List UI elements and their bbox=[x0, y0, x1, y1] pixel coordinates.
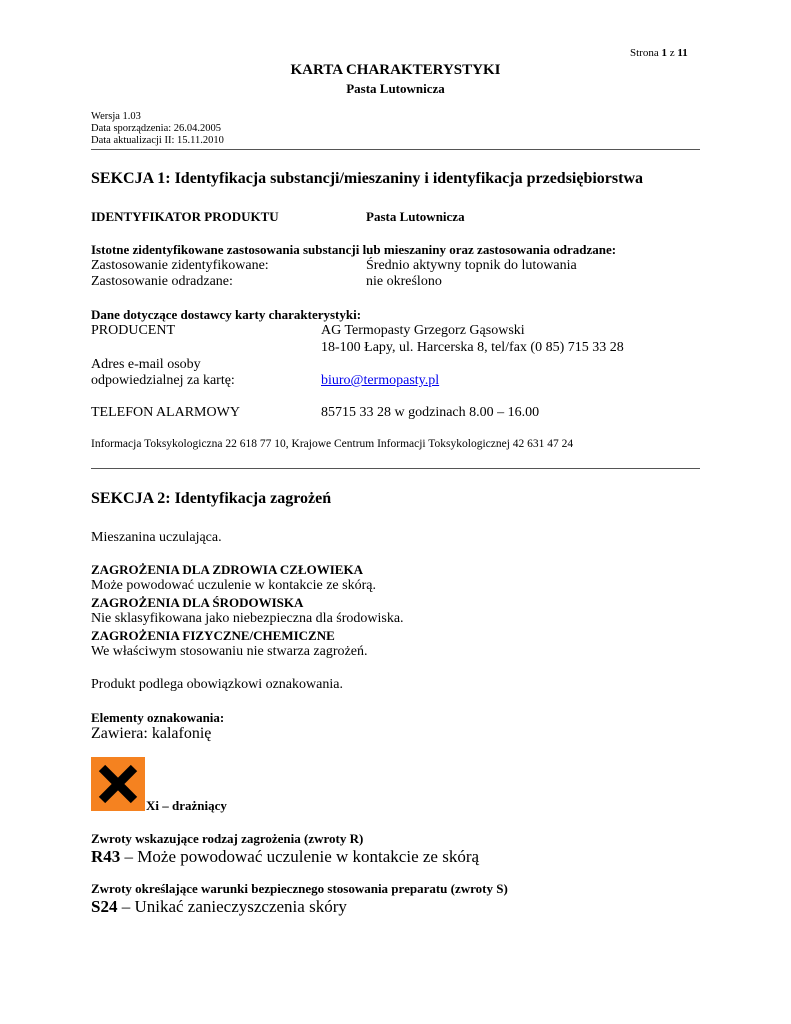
health-heading: ZAGROŻENIA DLA ZDROWIA CZŁOWIEKA bbox=[91, 562, 363, 577]
r-code: R43 bbox=[91, 847, 121, 866]
page-label: Strona bbox=[630, 47, 659, 59]
page-current: 1 bbox=[661, 47, 667, 59]
xi-irritant-cross-icon bbox=[91, 757, 145, 811]
s-code: S24 bbox=[91, 897, 118, 916]
page-total: 11 bbox=[677, 47, 688, 59]
health-text: Może powodować uczulenie w kontakcie ze skórą. bbox=[91, 578, 376, 593]
r-text: – Może powodować uczulenie w kontakcie ze skórą bbox=[120, 847, 480, 866]
uses-heading: Istotne zidentyfikowane zastosowania substancji lub mieszaniny oraz zastosowania odradzane: bbox=[91, 242, 617, 257]
email-link[interactable]: biuro@termopasty.pl bbox=[321, 373, 440, 388]
hazard-label: Xi – drażniący bbox=[146, 798, 227, 813]
updated-date: Data aktualizacji II: 15.11.2010 bbox=[91, 135, 224, 146]
env-text: Nie sklasyfikowana jako niebezpieczna dla środowiska. bbox=[91, 611, 404, 626]
tox-info: Informacja Toksykologiczna 22 618 77 10, Krajowe Centrum Informacji Toksykologicznej 42 631 47 24 bbox=[91, 438, 574, 450]
labeling-note: Produkt podlega obowiązkowi oznakowania. bbox=[91, 677, 343, 692]
uses-discouraged-label: Zastosowanie odradzane: bbox=[91, 274, 233, 289]
s-phrases-heading: Zwroty określające warunki bezpiecznego stosowania preparatu (zwroty S) bbox=[91, 881, 508, 896]
page-of: z bbox=[669, 47, 675, 59]
section2-heading: SEKCJA 2: Identyfikacja zagrożeń bbox=[91, 490, 332, 507]
document-title: KARTA CHARAKTERYSTYKI bbox=[290, 62, 501, 78]
mixture-text: Mieszanina uczulająca. bbox=[91, 530, 222, 545]
email-label-1: Adres e-mail osoby bbox=[91, 357, 201, 372]
document-subtitle: Pasta Lutownicza bbox=[346, 81, 445, 96]
uses-identified-label: Zastosowanie zidentyfikowane: bbox=[91, 258, 269, 273]
contains-text: Zawiera: kalafonię bbox=[91, 725, 212, 742]
supplier-heading: Dane dotyczące dostawcy karty charakterystyki: bbox=[91, 307, 362, 322]
email-label-2: odpowiedzialnej za kartę: bbox=[91, 373, 235, 388]
phys-heading: ZAGROŻENIA FIZYCZNE/CHEMICZNE bbox=[91, 628, 335, 643]
elements-heading: Elementy oznakowania: bbox=[91, 710, 225, 725]
producer-name: AG Termopasty Grzegorz Gąsowski bbox=[321, 323, 525, 338]
r-phrases-heading: Zwroty wskazujące rodzaj zagrożenia (zwroty R) bbox=[91, 831, 364, 846]
divider bbox=[91, 149, 700, 150]
producer-address: 18-100 Łapy, ul. Harcerska 8, tel/fax (0 85) 715 33 28 bbox=[321, 340, 624, 355]
s-phrase bbox=[91, 897, 347, 917]
producer-label: PRODUCENT bbox=[91, 323, 176, 338]
phys-text: We właściwym stosowaniu nie stwarza zagrożeń. bbox=[91, 644, 368, 659]
page-number bbox=[630, 47, 688, 59]
version: Wersja 1.03 bbox=[91, 111, 141, 122]
section1-heading: SEKCJA 1: Identyfikacja substancji/mieszaniny i identyfikacja przedsiębiorstwa bbox=[91, 170, 644, 187]
product-id-label: IDENTYFIKATOR PRODUKTU bbox=[91, 209, 279, 224]
uses-discouraged-value: nie określono bbox=[366, 274, 442, 289]
env-heading: ZAGROŻENIA DLA ŚRODOWISKA bbox=[91, 595, 304, 610]
s-text: – Unikać zanieczyszczenia skóry bbox=[117, 897, 347, 916]
divider bbox=[91, 468, 700, 469]
xi-irritant-cross-icon bbox=[91, 757, 145, 811]
product-id-value: Pasta Lutownicza bbox=[366, 209, 465, 224]
phone-value: 85715 33 28 w godzinach 8.00 – 16.00 bbox=[321, 405, 540, 420]
phone-label: TELEFON ALARMOWY bbox=[91, 405, 240, 420]
uses-identified-value: Średnio aktywny topnik do lutowania bbox=[366, 258, 577, 273]
created-date: Data sporządzenia: 26.04.2005 bbox=[91, 123, 222, 134]
r-phrase bbox=[91, 847, 479, 867]
